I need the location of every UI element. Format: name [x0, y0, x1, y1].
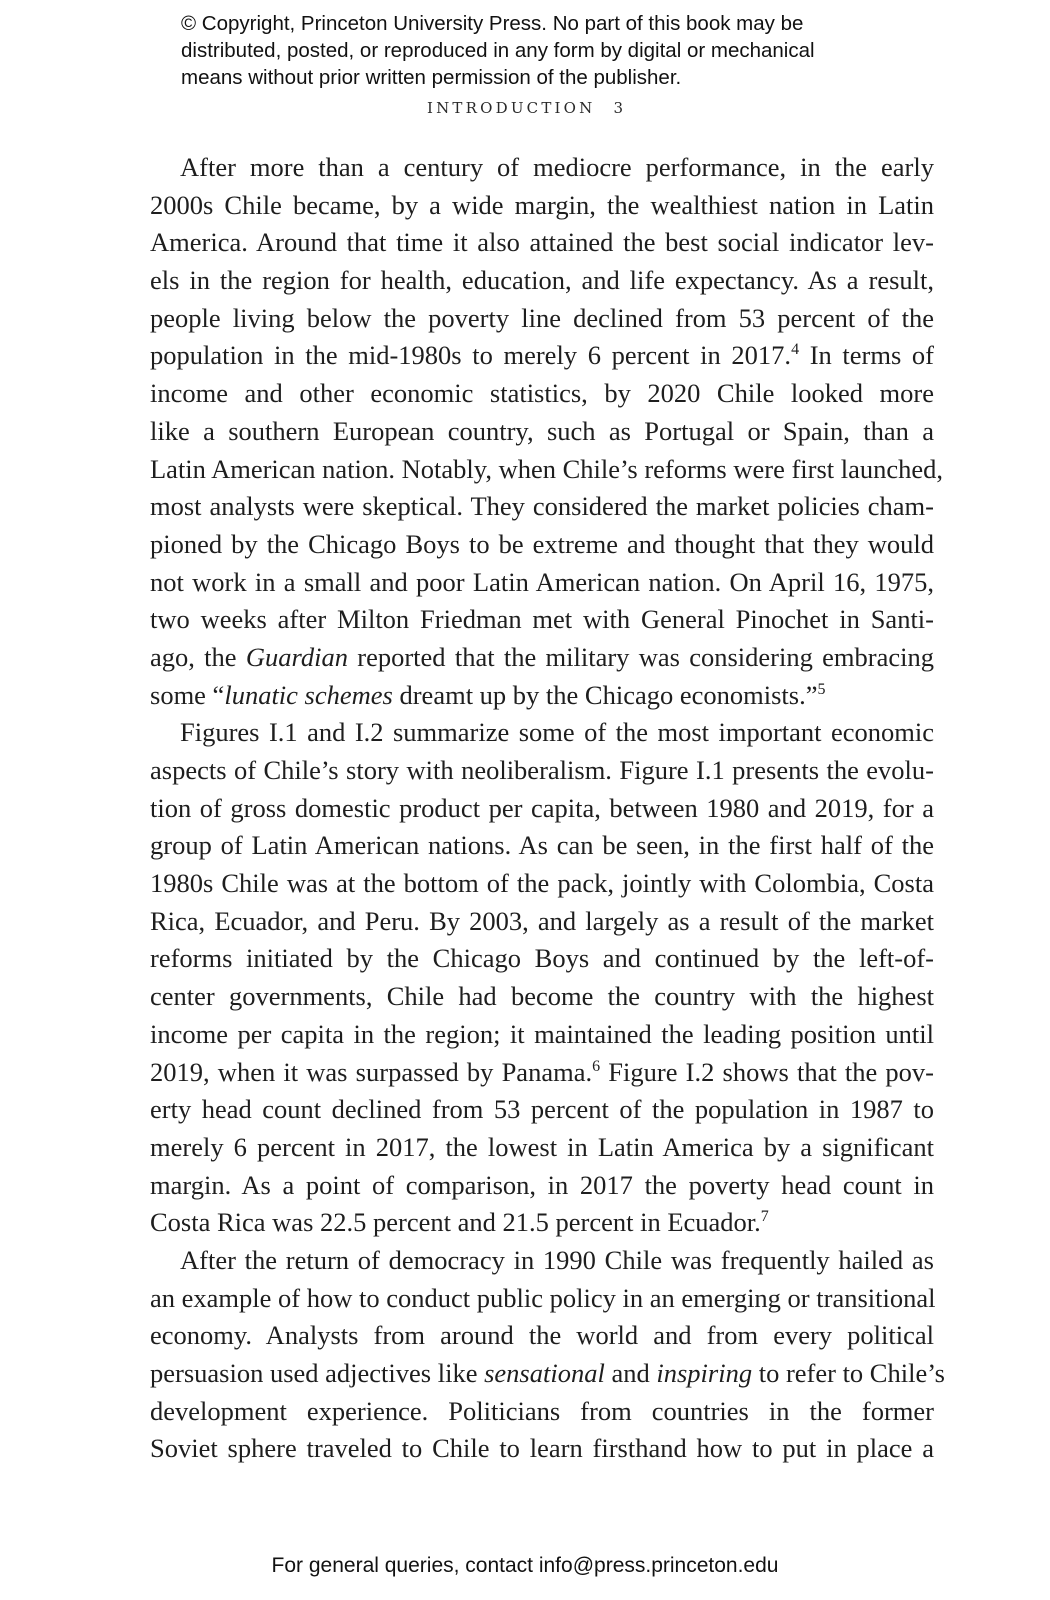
text-line: people living below the poverty line declined from 53 percent of the [150, 302, 934, 333]
text-line [150, 1204, 934, 1242]
text-line [150, 677, 934, 715]
text-segment: population in the mid-1980s to merely 6 percent in 2017. [150, 340, 792, 371]
text-line: tion of gross domestic product per capita, between 1980 and 2019, for a [150, 792, 934, 823]
italic-word: inspiring [656, 1358, 753, 1388]
footnote-marker: 5 [817, 680, 826, 698]
text-line: els in the region for health, education, and life expectancy. As a result, [150, 265, 934, 296]
text-line: After more than a century of mediocre performance, in the early [180, 152, 934, 182]
text-line: income and other economic statistics, by 2020 Chile looked more [150, 378, 934, 409]
text-line: erty head count declined from 53 percent of the population in 1987 to [150, 1094, 934, 1125]
body-text [150, 149, 945, 1468]
page-number: 3 [613, 99, 624, 117]
text-segment: Figure I.2 shows that the pov- [600, 1056, 935, 1087]
text-segment: ago, the [150, 641, 246, 672]
text-line: Soviet sphere traveled to Chile to learn firsthand how to put in place a [150, 1433, 934, 1464]
italic-quote: lunatic schemes [224, 679, 393, 710]
text-line: most analysts were skeptical. They considered the market policies cham- [150, 491, 934, 522]
copyright-line: means without prior written permission of the publisher. [181, 66, 682, 89]
text-line: 2000s Chile became, by a wide margin, the wealthiest nation in Latin [150, 189, 934, 220]
text-segment: some “ [150, 679, 225, 710]
text-segment: to refer to Chile’s [752, 1358, 945, 1388]
text-segment: 2019, when it was surpassed by Panama. [150, 1056, 593, 1087]
text-line [150, 1054, 934, 1092]
footnote-marker: 4 [791, 341, 800, 359]
text-segment: In terms of [799, 340, 934, 371]
text-segment: dreamt up by the Chicago economists.” [392, 679, 818, 710]
text-segment: and [604, 1358, 657, 1388]
text-line: an example of how to conduct public policy in an emerging or transitional [150, 1282, 936, 1313]
text-line: Figures I.1 and I.2 summarize some of the most important economic [180, 717, 934, 748]
text-line: income per capita in the region; it maintained the leading position until [150, 1018, 934, 1049]
text-segment: persuasion used adjectives like [150, 1358, 485, 1388]
paragraph-2 [150, 714, 934, 1242]
text-line: not work in a small and poor Latin American nation. On April 16, 1975, [150, 566, 934, 597]
text-segment: reported that the military was considering embracing [347, 641, 935, 672]
footnote-marker: 7 [760, 1208, 769, 1226]
text-line: margin. As a point of comparison, in 2017 the poverty head count in [150, 1169, 934, 1200]
text-line: group of Latin American nations. As can be seen, in the first half of the [150, 830, 934, 861]
text-line: center governments, Chile had become the country with the highest [150, 981, 934, 1012]
paragraph-1 [150, 149, 944, 714]
text-line: Latin American nation. Notably, when Chile’s reforms were first launched, [150, 453, 944, 484]
copyright-line: distributed, posted, or reproduced in any form by digital or mechanical [181, 39, 815, 62]
text-line: After the return of democracy in 1990 Chile was frequently hailed as [180, 1244, 934, 1275]
text-line [150, 1355, 945, 1393]
italic-word: sensational [484, 1358, 605, 1388]
text-line: two weeks after Milton Friedman met with General Pinochet in Santi- [150, 604, 934, 635]
text-line: like a southern European country, such as Portugal or Spain, than a [150, 415, 934, 446]
footer-contact: For general queries, contact info@press.princeton.edu [271, 1554, 779, 1577]
footnote-marker: 6 [592, 1057, 601, 1075]
text-line: Rica, Ecuador, and Peru. By 2003, and largely as a result of the market [150, 905, 934, 936]
text-line [150, 639, 934, 677]
text-line: 1980s Chile was at the bottom of the pack, jointly with Colombia, Costa [150, 868, 934, 899]
running-head [0, 99, 1050, 117]
text-line: aspects of Chile’s story with neoliberalism. Figure I.1 presents the evolu- [150, 755, 934, 785]
text-line: merely 6 percent in 2017, the lowest in Latin America by a significant [150, 1131, 934, 1162]
paragraph-3 [150, 1242, 945, 1468]
italic-title: Guardian [245, 641, 348, 672]
text-segment: Costa Rica was 22.5 percent and 21.5 percent in Ecuador. [150, 1207, 761, 1238]
text-line [150, 337, 934, 375]
text-line: development experience. Politicians from countries in the former [150, 1395, 934, 1426]
text-line: pioned by the Chicago Boys to be extreme and thought that they would [150, 528, 934, 559]
text-line: America. Around that time it also attained the best social indicator lev- [150, 227, 934, 258]
text-line: reforms initiated by the Chicago Boys and continued by the left-of- [150, 943, 934, 974]
copyright-line: © Copyright, Princeton University Press. No part of this book may be [181, 12, 804, 35]
text-line: economy. Analysts from around the world and from every political [150, 1320, 934, 1351]
chapter-title: INTRODUCTION [426, 99, 596, 117]
copyright-notice [181, 10, 901, 91]
